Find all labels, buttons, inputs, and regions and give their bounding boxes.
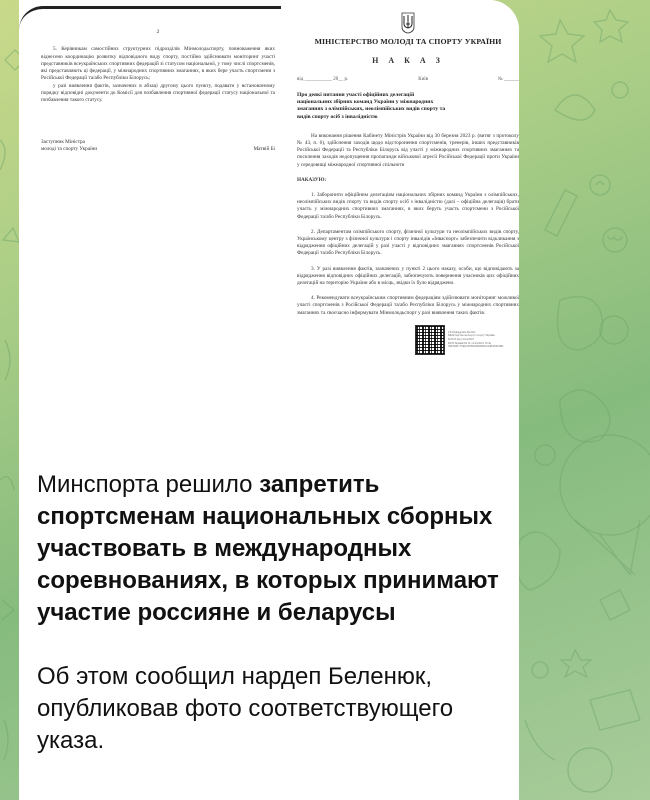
city: Київ xyxy=(418,77,429,83)
message-bubble xyxy=(19,0,519,800)
signature-title-1: Заступник Міністра xyxy=(41,138,85,145)
document-page-2 xyxy=(19,6,281,446)
document-page-1 xyxy=(297,0,519,455)
paragraph-5: 5. Керівникам самостійних структурних підрозділів Мінмолодьспорту, повноваження яких віднесено координацію розвитку відповідного виду спорту, постійно здійснювати моніторинг участі представників всеукраїнських спортивних федерацій зі статусом національної, у тому числі спортсменів, які представляють ці федерації, у міжнародних спортивних змаганнях, в яких бере участь спортсмени з Російської Федерації та/або Республіки Білорусь; xyxy=(41,46,275,82)
caption-paragraph-1 xyxy=(37,469,501,629)
message-text xyxy=(19,455,519,757)
paragraph-5-continued: у разі виявлення фактів, зазначених в абзаці другому цього пункту, подавати у встановленому порядку відповідні документи до Комісії для позбавлення спортивної федерації статусу національної та позбавлення такого статусу. xyxy=(41,82,275,104)
order-subject: Про деякі питання участі офіційних делегацій національних збірних команд України у міжнародних змаганнях з олімпійських, неолімпійських видів спорту та видів спорту осіб з інвалідністю xyxy=(297,91,446,120)
document-type: Н А К А З xyxy=(372,56,444,66)
caption-regular: Минспорта решило xyxy=(37,471,260,498)
order-word: НАКАЗУЮ: xyxy=(297,176,327,183)
page-number: 2 xyxy=(156,29,160,35)
order-item-3: 3. У разі виявлення фактів, зазначених у пункті 2 цього наказу, особи, що відповідають за відрядження відповідних офіційних делегацій, забезпечують повернення учасників цих офіційних делегацій на територію України або в місць, звідки їх було відряджено. xyxy=(297,265,519,287)
document-photo[interactable] xyxy=(19,0,519,455)
ministry-header: МІНІСТЕРСТВО МОЛОДІ ТА СПОРТУ УКРАЇНИ xyxy=(314,37,502,46)
order-item-1: 1. Заборонити офіційним делегаціям національних збірних команд України з олімпійських, неолімпійських видів спорту та видів спорту осіб з інвалідністю (далі – офіційна делегація) брати участь у міжнародних спортивних змаганнях, в яких беруть участь спортсмени з Російської Федерації та/або Республіки Білорусь. xyxy=(297,192,519,220)
date-line xyxy=(297,76,519,83)
caption-bold: запретить спортсменам национальных сборных участвовать в международных соревнованиях, в которых принимают участие россияне и беларусы xyxy=(37,471,499,626)
order-item-2: 2. Департаментам олімпійського спорту, фізичної культури та неолімпійських видів спорту, Українському центру з фізичної культури і спорту інвалідів «Інваспорт» забезпечити відкликання з відрядження офіційних делегацій у разі участі у відповідних змаганнях спортсменів Російської Федерації та/або Республіки Білорусь. xyxy=(297,228,519,257)
order-number: № ______ xyxy=(497,77,519,83)
signature-block xyxy=(41,139,275,154)
preamble: На виконання рішення Кабінету Міністрів України від 30 березня 2023 р. (витяг з протоколу № 43, п. 6), здійснення заходів щодо відсторонення спортсменів, тренерів, інших представників Російської Федерації та Республіки Білорусь від участі у міжнародних спортивних змаганнях та посилення заходів недопущення пропаганди військової агресії Російської Федерації проти України у середовищі міжнародної спортивної спільноти xyxy=(297,132,519,168)
signature-title-2: молоді та спорту України xyxy=(41,145,98,152)
date-field: від ___________ 20__ р. xyxy=(297,77,349,83)
signature-info-line: СЕД Megapolis.DocNet xyxy=(448,330,476,334)
caption-paragraph-2: Об этом сообщил нардеп Беленюк, опубликовав фото соответствующего указа. xyxy=(37,663,454,754)
qr-code-icon xyxy=(415,325,445,355)
signature-info-line: Міністерство молоді та спорту України xyxy=(448,334,495,338)
signature-info-line: КЕП: Бідний М. Я. 12.04.2023 13:42 xyxy=(448,341,491,345)
signature-info xyxy=(448,331,503,349)
order-item-4: 4. Рекомендувати всеукраїнським спортивним федераціям здійснювати моніторинг можливої участі спортсменів з Російської Федерації та/або Республіки Білорусь у міжнародних спортивних змаганнях та своєчасно інформувати Мінмолодьспорт у разі виявлення таких фактів. xyxy=(297,295,519,316)
e-signature-stamp xyxy=(415,325,519,355)
signature-name: Матвій Бі xyxy=(253,145,275,152)
signature-info-line: 58E2D9C7F4601D7B0400000002A3B5000A8D xyxy=(448,345,504,349)
coat-of-arms-icon xyxy=(401,12,415,34)
signature-info-line: №2015 від 12.04.2023 xyxy=(448,338,474,342)
